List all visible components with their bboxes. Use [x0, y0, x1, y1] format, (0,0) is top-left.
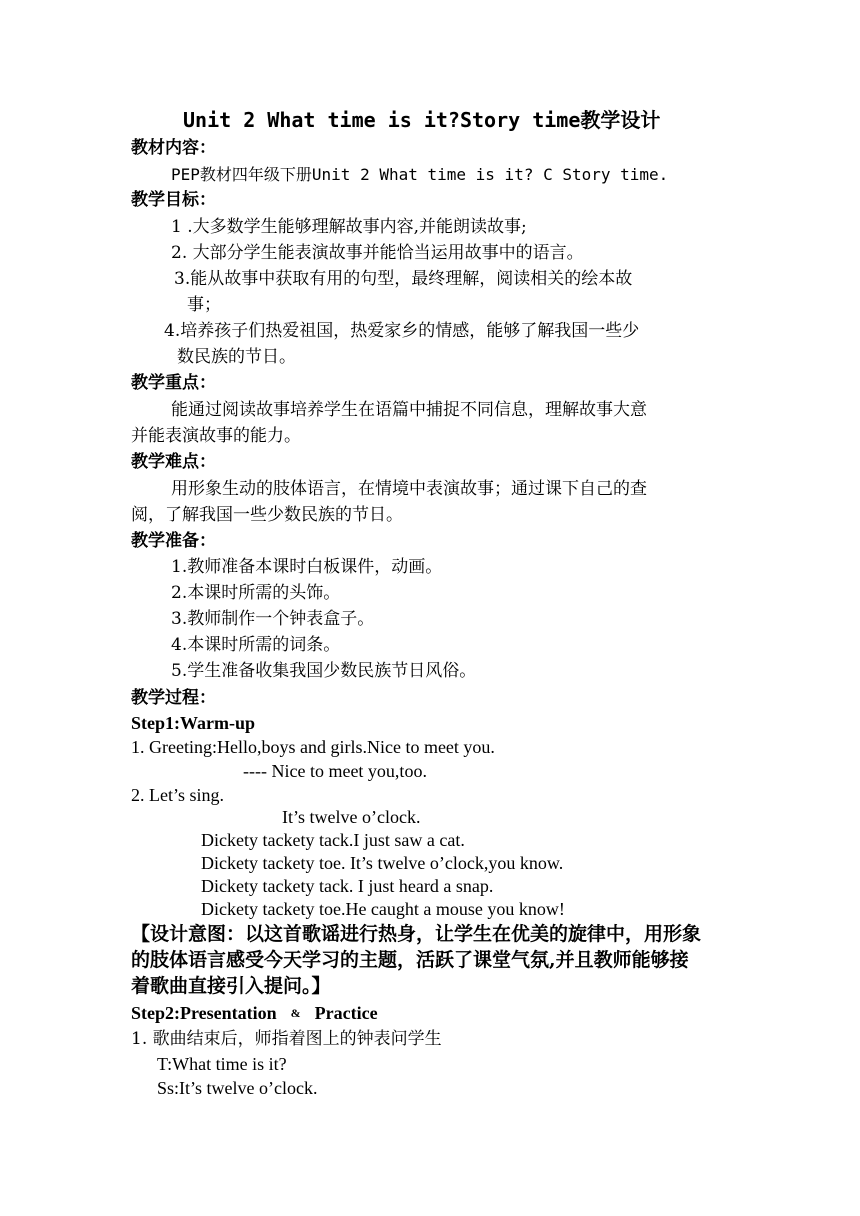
step1-greeting-reply: ---- Nice to meet you,too. — [243, 761, 427, 781]
step2-title-b: Practice — [314, 1003, 378, 1023]
song-line-2: Dickety tackety toe. It’s twelve o’clock,you know. — [201, 853, 564, 873]
design-intent-line-2: 的肢体语言感受今天学习的主题，活跃了课堂气氛,并且教师能够接 — [131, 949, 689, 971]
step2-teacher-line: T:What time is it? — [157, 1054, 287, 1074]
preparation-item-5: 5.学生准备收集我国少数民族节日风俗。 — [171, 661, 477, 681]
key-points-line-1: 能通过阅读故事培养学生在语篇中捕捉不同信息，理解故事大意 — [171, 400, 647, 420]
preparation-item-4: 4.本课时所需的词条。 — [171, 635, 341, 655]
preparation-item-1: 1.教师准备本课时白板课件，动画。 — [171, 557, 443, 577]
goals-heading: 教学目标： — [131, 190, 216, 210]
step2-item-1: 1. 歌曲结束后，师指着图上的钟表问学生 — [131, 1029, 442, 1049]
document-title — [183, 107, 660, 133]
goal-item-3: 3.能从故事中获取有用的句型，最终理解，阅读相关的绘本故 — [174, 269, 633, 289]
step2-ampersand: & — [290, 1006, 301, 1020]
step1-sing: 2. Let’s sing. — [131, 785, 224, 805]
content-heading: 教材内容： — [131, 138, 216, 158]
content-text: PEP教材四年级下册Unit 2 What time is it? C Story time. — [171, 165, 669, 184]
goal-item-4: 4.培养孩子们热爱祖国，热爱家乡的情感，能够了解我国一些少 — [164, 321, 640, 341]
title-chinese: 教学设计 — [580, 108, 661, 132]
key-points-heading: 教学重点： — [131, 373, 216, 393]
design-intent-line-1: 【设计意图：以这首歌谣进行热身，让学生在优美的旋律中，用形象 — [131, 923, 702, 945]
title-english: Unit 2 What time is it?Story time — [183, 108, 581, 132]
difficulties-line-2: 阅，了解我国一些少数民族的节日。 — [131, 505, 403, 525]
song-title: It’s twelve o’clock. — [282, 807, 421, 827]
preparation-item-3: 3.教师制作一个钟表盒子。 — [171, 609, 375, 629]
step2-students-line: Ss:It’s twelve o’clock. — [157, 1078, 318, 1098]
key-points-line-2: 并能表演故事的能力。 — [131, 426, 301, 446]
step1-title: Step1:Warm-up — [131, 713, 256, 733]
song-line-1: Dickety tackety tack.I just saw a cat. — [201, 830, 465, 850]
goal-item-1: 1 .大多数学生能够理解故事内容,并能朗读故事; — [171, 217, 527, 237]
goal-item-4-cont: 数民族的节日。 — [177, 347, 296, 367]
difficulties-heading: 教学难点： — [131, 452, 216, 472]
goal-item-3-cont: 事； — [187, 295, 221, 315]
process-heading: 教学过程： — [131, 688, 216, 708]
song-line-4: Dickety tackety toe.He caught a mouse you know! — [201, 899, 565, 919]
step1-greeting: 1. Greeting:Hello,boys and girls.Nice to meet you. — [131, 737, 495, 757]
step2-title-a: Step2:Presentation — [131, 1003, 277, 1023]
difficulties-line-1: 用形象生动的肢体语言，在情境中表演故事；通过课下自己的查 — [171, 479, 647, 499]
song-line-3: Dickety tackety tack. I just heard a snap. — [201, 876, 494, 896]
preparation-heading: 教学准备： — [131, 531, 216, 551]
design-intent-line-3: 着歌曲直接引入提问。】 — [131, 975, 331, 997]
goal-item-2: 2. 大部分学生能表演故事并能恰当运用故事中的语言。 — [171, 243, 584, 263]
preparation-item-2: 2.本课时所需的头饰。 — [171, 583, 341, 603]
step2-title — [131, 1002, 378, 1024]
